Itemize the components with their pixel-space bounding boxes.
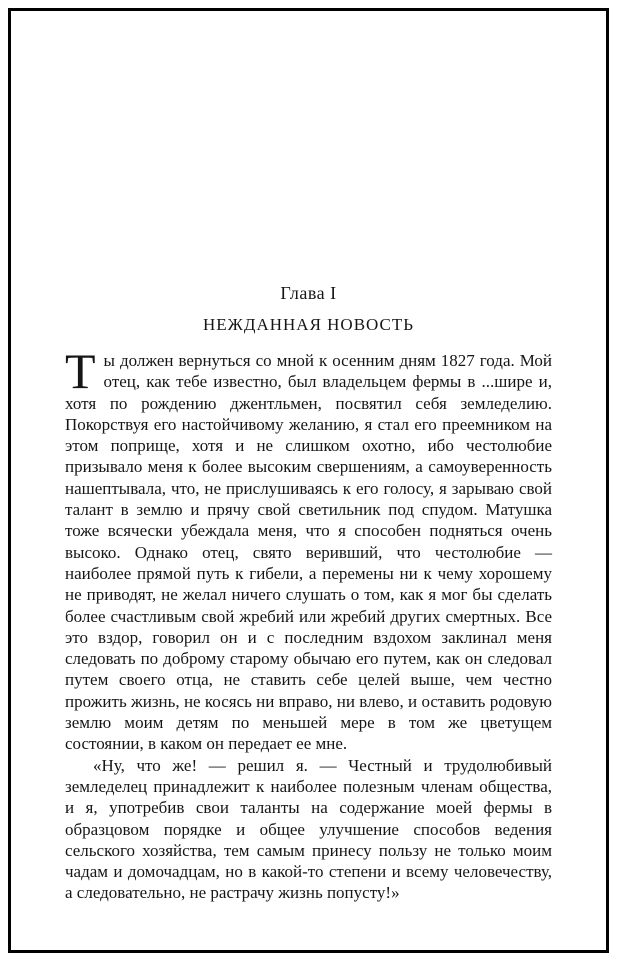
paragraph-text: «Ну, что же! — решил я. — Честный и трудолюбивый земледелец принадлежит к наиболее полезным членам общества, и я, употребив свои таланты на содержание моей фермы в образцовом порядке и общее улучшение способов ведения сельского хозяйства, тем самым принесу пользу не только моим чадам и домочадцам, но в какой-то степени и всему человечеству, а следовательно, не растрачу жизнь попусту!» — [65, 755, 552, 903]
chapter-heading: Глава I — [280, 283, 337, 303]
page-content — [11, 11, 606, 904]
paragraph — [65, 755, 552, 904]
paragraph-text: ы должен вернуться со мной к осенним дням 1827 года. Мой отец, как тебе известно, был владельцем фермы в ...шире и, хотя по рождению джентльмен, посвятил себя земледелию. Покорствуя его настойчивому желанию, я стал его преемником на этом поприще, хотя и не слишком охотно, ибо честолюбие призывало меня к более высоким свершениям, а самоуверенность нашептывала, что, не прислушиваясь к его голосу, я зарываю свой талант в землю и прячу свой светильник под спудом. Матушка тоже всячески убеждала меня, что я способен подняться очень высоко. Однако отец, свято веривший, что честолюбие — наиболее прямой путь к гибели, а перемены ни к чему хорошему не приводят, не желал ничего слушать о том, как я мог бы сделать более счастливым свой жребий или жребий других смертных. Все это вздор, говорил он и с последним вздохом заклинал меня следовать по доброму старому обычаю его путем, как он следовал путем своего отца, не ставить себе целей выше, чем честно прожить жизнь, не косясь ни вправо, ни влево, и оставить родовую землю моим детям по меньшей мере в том же цветущем состоянии, в каком он передает ее мне. — [65, 351, 552, 754]
dropcap-letter: Т — [65, 343, 96, 399]
chapter-title: НЕЖДАННАЯ НОВОСТЬ — [202, 315, 415, 334]
page-border-frame — [8, 8, 609, 953]
paragraph — [65, 343, 552, 755]
